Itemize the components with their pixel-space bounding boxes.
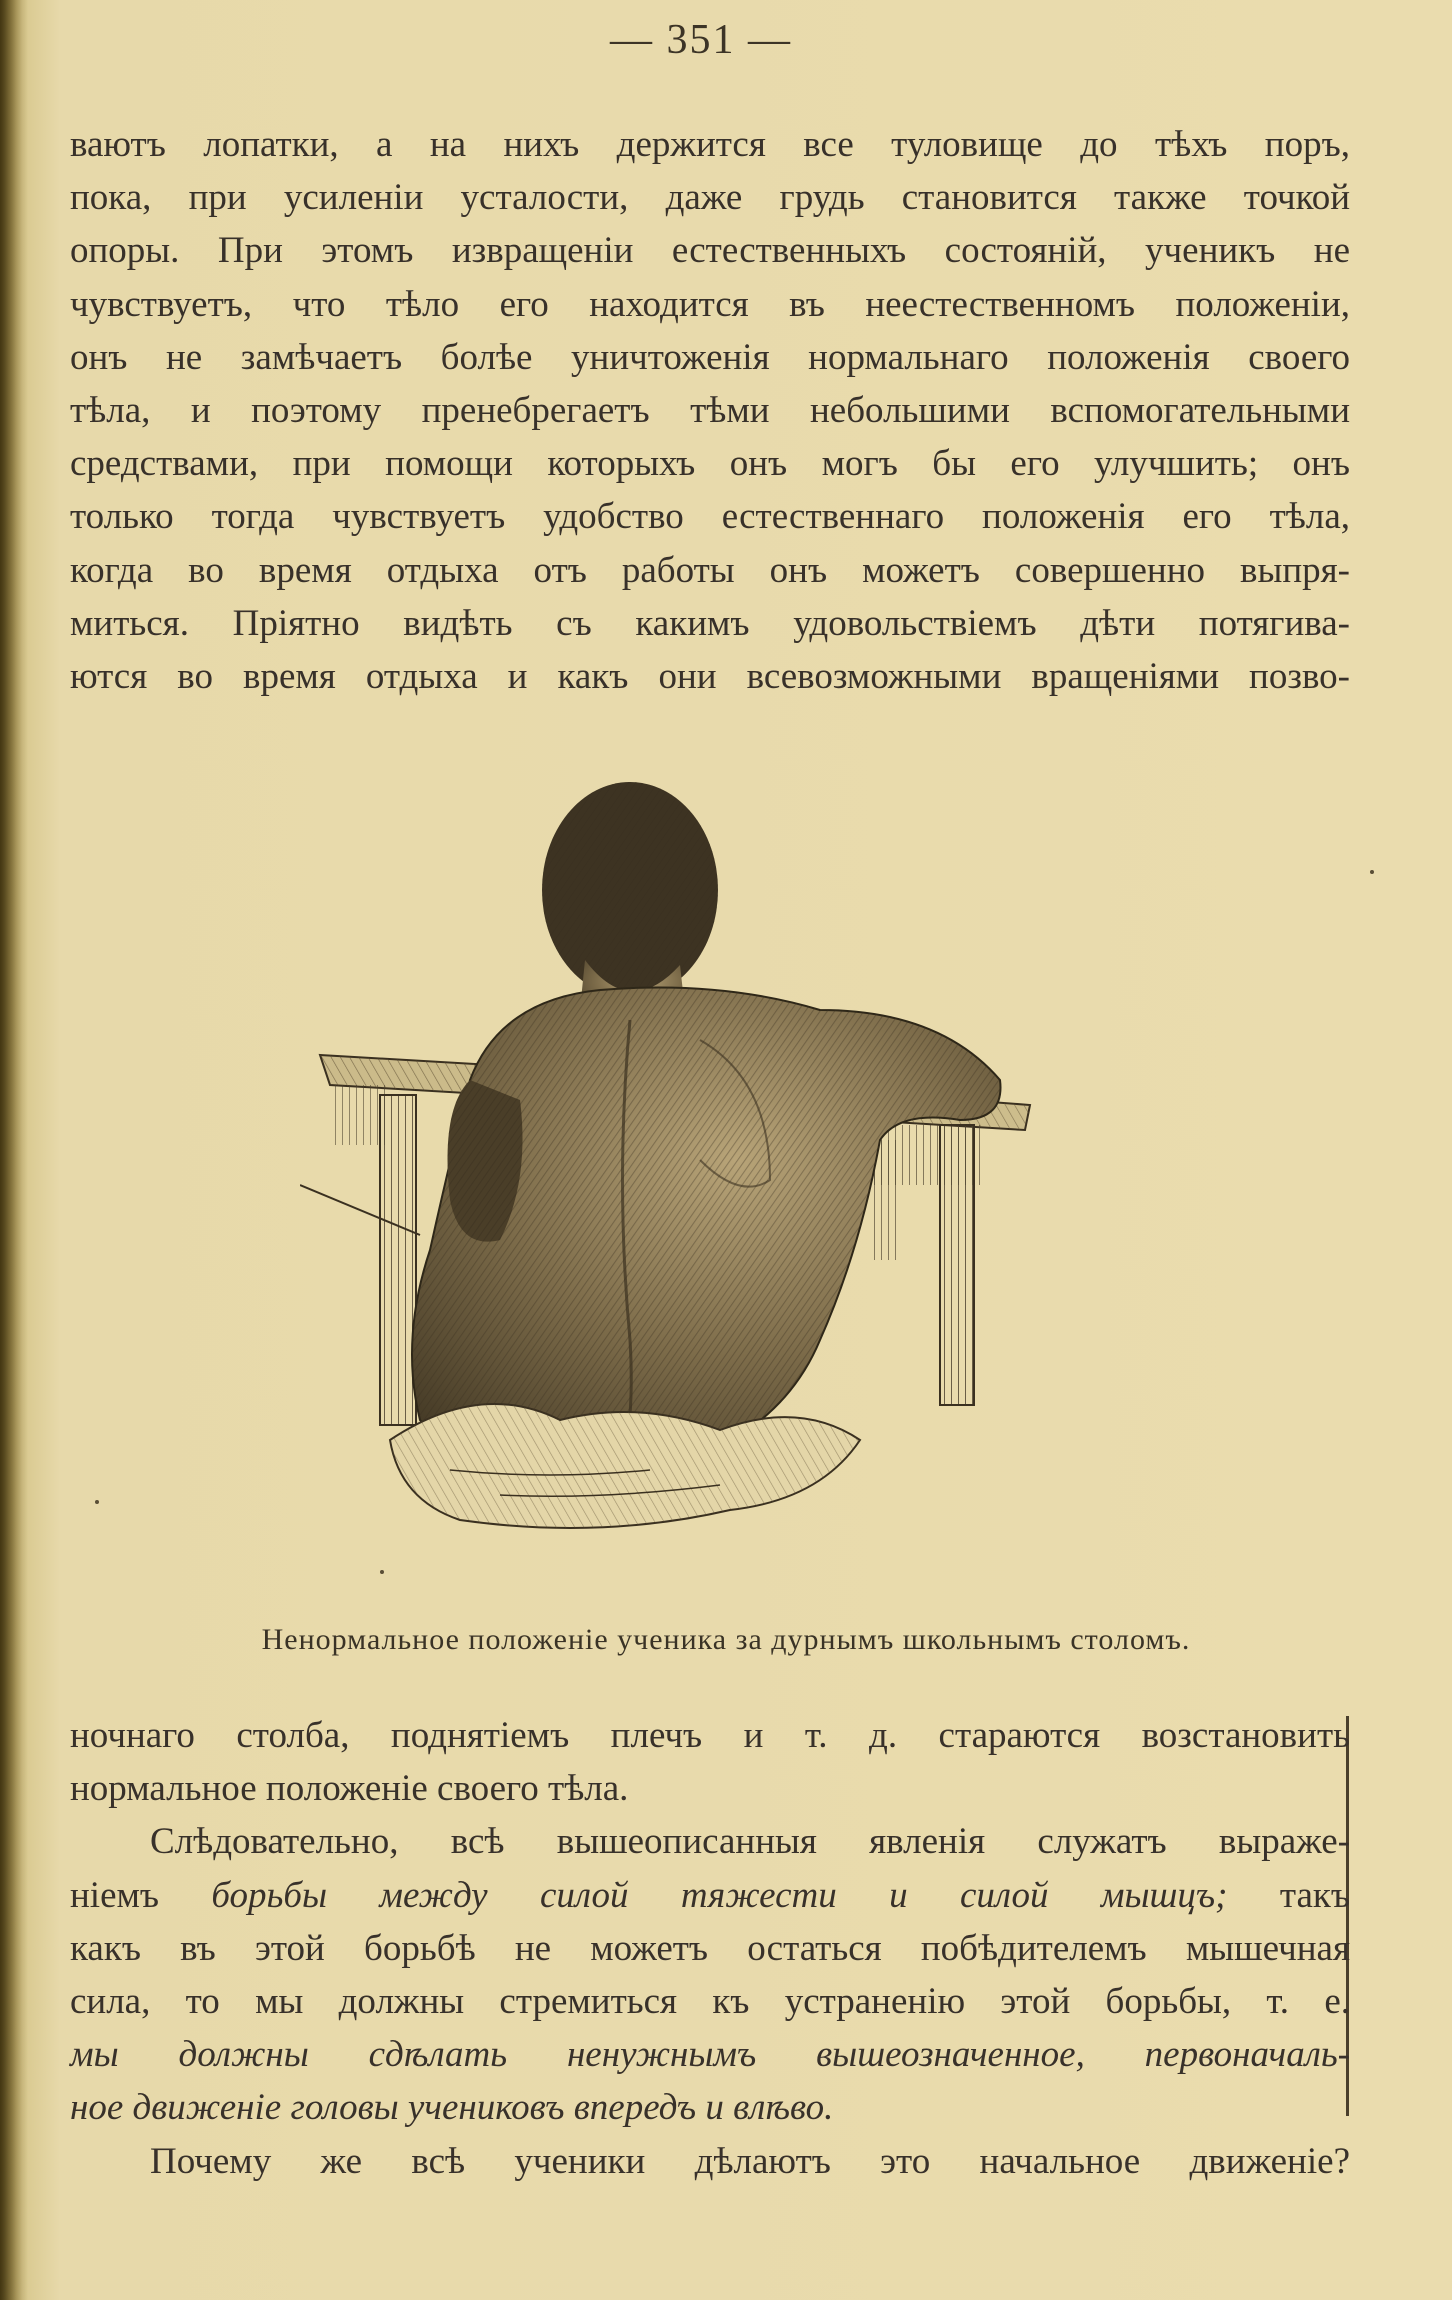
text-line: только тогда чувствуетъ удобство естественнаго положенія его тѣла, (70, 496, 1350, 538)
text-line (70, 1869, 1350, 1922)
paper-speck (380, 1570, 384, 1574)
text-line: опоры. При этомъ извращеніи естественныхъ состояній, ученикъ не (70, 230, 1350, 272)
text-line: тѣла, и поэтому пренебрегаетъ тѣми небольшими вспомогательными (70, 390, 1350, 432)
text-line: нормальное положеніе своего тѣла. (70, 1768, 629, 1810)
text-run: такъ (1227, 1874, 1350, 1916)
text-line: какъ въ этой борьбѣ не можетъ остаться побѣдителемъ мышечная (70, 1927, 1350, 1969)
text-run: ніемъ (70, 1874, 212, 1916)
emphasis-line: ное движеніе головы учениковъ впередъ и влѣво. (70, 2087, 834, 2129)
paper-speck (1370, 870, 1374, 874)
text-line: средствами, при помощи которыхъ онъ могъ бы его улучшить; онъ (70, 443, 1350, 485)
text-line: чувствуетъ, что тѣло его находится въ неестественномъ положеніи, (70, 283, 1350, 325)
text-line: Слѣдовательно, всѣ вышеописанныя явленія служатъ выраже- (150, 1821, 1350, 1863)
page-number: — 351 — (610, 17, 792, 63)
book-gutter-shadow (0, 0, 28, 2300)
bottom-text (70, 1709, 1350, 2188)
text-line: пока, при усиленіи усталости, даже грудь становится также точкой (70, 177, 1350, 219)
paper-speck (95, 1500, 99, 1504)
emphasis-text: борьбы между силой тяжести и силой мышцъ; (211, 1874, 1228, 1916)
top-paragraph (70, 118, 1350, 703)
text-line: сила, то мы должны стремиться къ устраненію этой борьбы, т. е. (70, 1981, 1350, 2023)
engraving-illustration (300, 780, 1040, 1560)
text-line: ются во время отдыха и какъ они всевозможными вращеніями позво- (70, 656, 1350, 698)
text-line: миться. Пріятно видѣть съ какимъ удовольствіемъ дѣти потягива- (70, 602, 1350, 644)
figure-caption: Ненормальное положеніе ученика за дурнымъ школьнымъ столомъ. (261, 1623, 1191, 1656)
text-line: онъ не замѣчаетъ болѣе уничтоженія нормальнаго положенія своего (70, 336, 1350, 378)
text-line: Почему же всѣ ученики дѣлаютъ это начальное движеніе? (150, 2140, 1350, 2182)
text-line: когда во время отдыха отъ работы онъ можетъ совершенно выпря- (70, 549, 1350, 591)
text-line: ваютъ лопатки, а на нихъ держится все туловище до тѣхъ поръ, (70, 124, 1350, 165)
emphasis-line: мы должны сдѣлать ненужнымъ вышеозначенное, первоначаль- (70, 2034, 1350, 2076)
text-line: ночнаго столба, поднятіемъ плечъ и т. д. стараются возстановить (70, 1715, 1350, 1756)
